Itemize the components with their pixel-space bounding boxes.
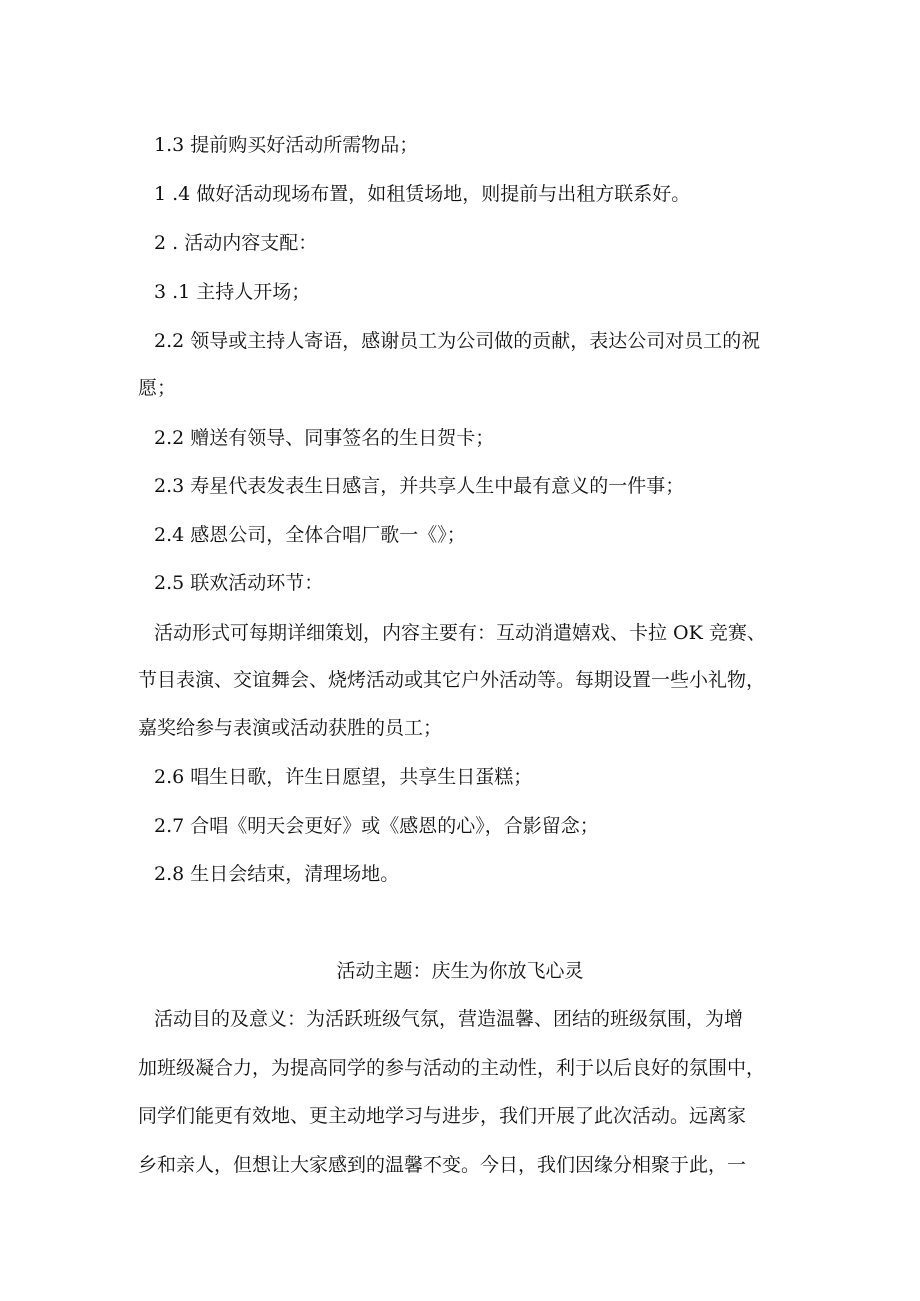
list-item: 2.6 唱生日歌，许生日愿望，共享生日蛋糕； [154,766,533,788]
paragraph-line: 乡和亲人，但想让大家感到的温馨不变。今日，我们因缘分相聚于此，一 [138,1154,747,1176]
list-item: 2.4 感恩公司，全体合唱厂歌一《》； [154,524,466,546]
list-item: 1 .4 做好活动现场布置，如租赁场地，则提前与出租方联系好。 [154,183,691,205]
paragraph-line: 加班级凝合力，为提高同学的参与活动的主动性，利于以后良好的氛围中， [138,1057,766,1079]
list-item: 3 .1 主持人开场； [154,281,311,303]
paragraph-line: 活动形式可每期详细策划，内容主要有：互动消遣嬉戏、卡拉 OK 竞赛、 [154,622,766,644]
list-item-continuation: 愿； [138,377,177,399]
list-item: 2 . 活动内容支配： [154,232,318,254]
section-title: 活动主题：庆生为你放飞心灵 [336,960,584,982]
list-item: 2.3 寿星代表发表生日感言，并共享人生中最有意义的一件事； [154,475,685,497]
list-item: 2.7 合唱《明天会更好》或《感恩的心》，合影留念； [154,815,599,837]
paragraph-line: 同学们能更有效地、更主动地学习与进步，我们开展了此次活动。远离家 [138,1105,747,1127]
paragraph-line: 活动目的及意义：为活跃班级气氛，营造温馨、团结的班级氛围，为增 [154,1008,744,1030]
list-item: 2.2 领导或主持人寄语，感谢员工为公司做的贡献，表达公司对员工的祝 [154,330,761,352]
list-item: 2.2 赠送有领导、同事签名的生日贺卡； [154,427,495,449]
paragraph-line: 节目表演、交谊舞会、烧烤活动或其它户外活动等。每期设置一些小礼物， [138,669,766,691]
list-item: 2.8 生日会结束，清理场地。 [154,863,400,885]
list-item: 1.3 提前购买好活动所需物品； [154,134,419,156]
list-item: 2.5 联欢活动环节： [154,572,324,594]
paragraph-line: 嘉奖给参与表演或活动获胜的员工； [138,717,443,739]
